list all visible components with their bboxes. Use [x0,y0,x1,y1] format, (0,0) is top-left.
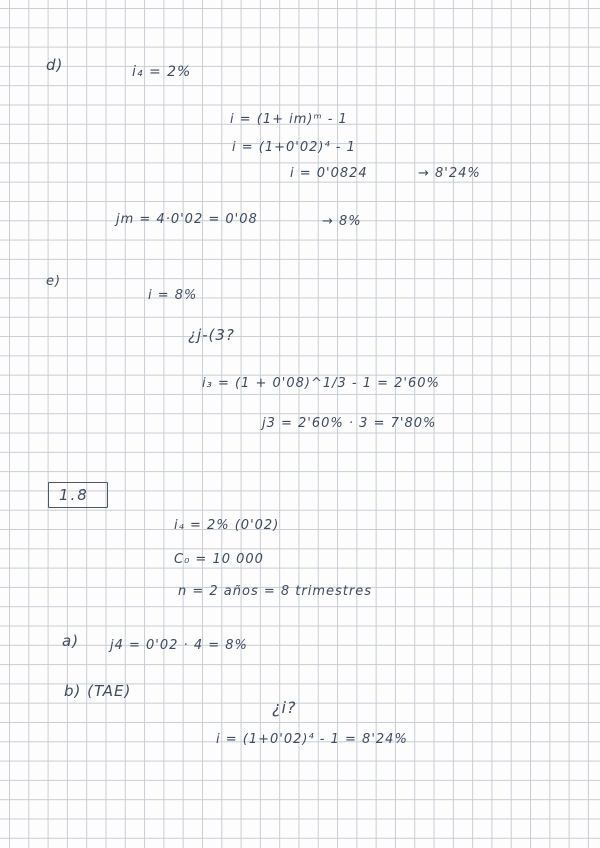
exercise-18-a-label: a) [62,632,80,650]
exercise-18-b-text: i = (1+0'02)⁴ - 1 = 8'24% [216,732,408,747]
section-e-question: ¿j-(3? [188,326,235,344]
exercise-number: 1.8 [59,486,89,504]
section-d-line2: i = (1+ im)ᵐ - 1 [230,112,348,127]
section-e-label: e) [46,274,62,289]
exercise-18-b-label: b) (TAE) [64,682,132,700]
exercise-18-a-text: j4 = 0'02 · 4 = 8% [110,638,248,653]
section-e-line4: j3 = 2'60% · 3 = 7'80% [262,416,437,431]
section-e-line1: i = 8% [148,288,198,303]
section-d-line3: i = (1+0'02)⁴ - 1 [232,140,356,155]
exercise-18-line1: i₄ = 2% (0'02) [174,518,280,533]
exercise-number-box [48,482,108,508]
section-d-line1: i₄ = 2% [132,64,192,80]
exercise-18-b-question: ¿i? [272,698,297,717]
section-d-label: d) [46,56,64,74]
section-d-line5: jm = 4·0'02 = 0'08 [116,212,258,227]
section-e-line3: i₃ = (1 + 0'08)^1/3 - 1 = 2'60% [202,376,440,391]
section-d-line4-result: → 8'24% [418,166,481,181]
section-d-line5-result: → 8% [322,214,362,229]
exercise-18-line3: n = 2 años = 8 trimestres [178,584,372,599]
exercise-18-line2: C₀ = 10 000 [174,552,264,567]
section-d-line4: i = 0'0824 [290,166,368,181]
